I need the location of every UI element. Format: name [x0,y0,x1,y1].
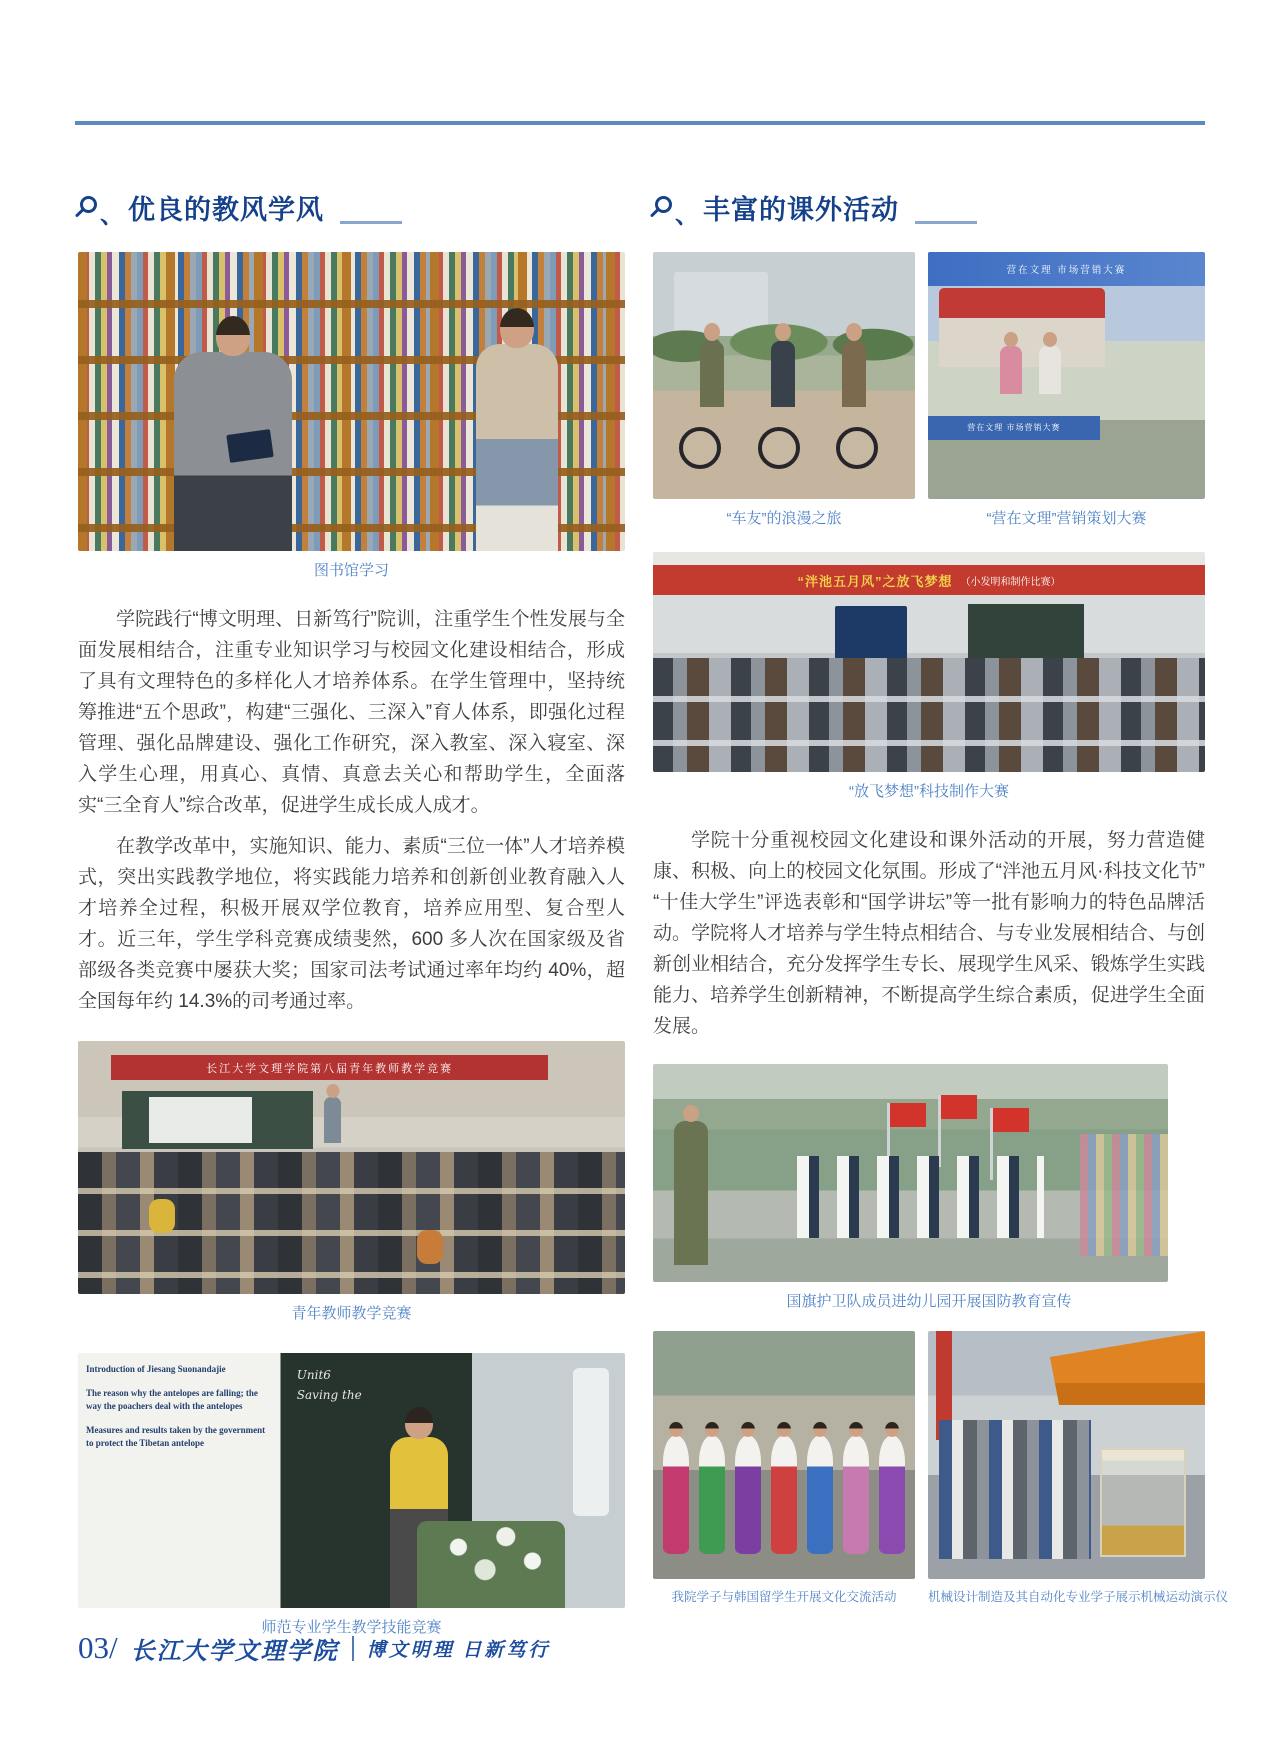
guard-formation-shapes [797,1156,1044,1239]
photo-marketing-contest [928,252,1205,499]
audience-figure [149,1199,175,1233]
photo-caption: 我院学子与韩国留学生开展文化交流活动 [671,1590,897,1604]
dancer-silhouette [735,1436,761,1554]
photo-caption: 师范专业学生教学技能竞赛 [261,1619,442,1636]
blue-banner-lower: 营在文理 市场营销大赛 [928,416,1100,440]
tent-shape [939,288,1105,367]
top-divider-line [75,121,1205,125]
chalkboard-shape [968,604,1084,659]
photo-teaching-skills [78,1353,625,1608]
chalk-writing [297,1365,362,1406]
student-silhouette [1039,346,1061,394]
figure-marketing-contest [928,252,1205,528]
page-footer [78,1630,550,1666]
figure-teaching-competition [78,1041,625,1323]
figure-bike-trip [653,252,915,528]
red-flag [941,1095,977,1119]
projector-screen-shape [835,606,907,659]
photo-korean-exchange [653,1331,915,1579]
photo-caption: “放飞梦想”科技制作大赛 [849,783,1009,800]
heading-tick: 、 [100,201,124,229]
figure-honor-guard [653,1064,1205,1311]
photo-caption: 图书馆学习 [313,562,389,579]
orange-canopy-shape [1050,1331,1205,1405]
photo-honor-guard [653,1064,1168,1282]
red-banner [653,565,1205,595]
photo-row-top [653,252,1205,528]
photo-row-bottom [653,1331,1229,1605]
photo-bike-trip [653,252,915,499]
banner-subtext: （小发明和制作比赛） [960,576,1061,588]
heading-tick: 、 [675,201,699,229]
section-heading-activities [653,186,1205,228]
photo-science-making-contest [653,552,1205,772]
students-computers-shapes [653,658,1205,772]
chalk-line: Saving the [296,1388,362,1403]
banner-text: “泮池五月风”之放飞梦想 [797,573,953,589]
photo-caption: “车友”的浪漫之旅 [726,510,842,527]
red-flag [993,1108,1029,1132]
board-line: The reason why the antelopes are falling; the way the poachers deal with the antelopes [86,1387,258,1411]
figure-science-fest [653,552,1205,801]
bicycle-wheel [758,427,800,469]
dancer-silhouette [699,1436,725,1554]
board-line: Measures and results taken by the government to protect the Tibetan antelope [86,1424,266,1448]
bicycle-wheel [836,427,878,469]
chalkboard-shape [122,1091,313,1149]
soldier-silhouette [674,1121,708,1265]
photo-caption: 国旗护卫队成员进幼儿园开展国防教育宣传 [786,1293,1072,1310]
body-paragraph-1: 学院践行“博文明理、日新笃行”院训，注重学生个性发展与全面发展相结合，注重专业知识学习与校园文化建设相结合，形成了具有文理特色的多样化人才培养体系。在学生管理中，坚持统筹推进“五个思政”，构建“三强化、三深入”育人体系，即强化过程管理、强化品牌建设、强化工作研究，深入教室、深入寝室、深入学生心理，用真心、真情、真意去关心和帮助学生，全面落实“三全育人”综合改革，促进学生成长成人成才。 [78,609,625,816]
blue-banner: 营在文理 市场营销大赛 [928,252,1205,286]
children-crowd-shapes [1080,1134,1168,1256]
body-paragraph-2: 在教学改革中，实施知识、能力、素质“三位一体”人才培养模式，突出实践教学地位，将实践能力培养和创新创业教育融入人才培养全过程，积极开展双学位教育，培养应用型、复合型人才。近三年，学生学科竞赛成绩斐然，600 多人次在国家级及省部级各类竞赛中屡获大奖；国家司法考试通过率年均约 40%，超全国每年约 14.3%的司考通过率。 [78,836,625,1012]
heading-underline [915,221,977,224]
magnifier-icon [80,196,97,213]
student-silhouette [1000,346,1022,394]
school-name-calligraphy: 长江大学文理学院 [130,1638,339,1665]
school-motto-calligraphy: 博文明理 日新笃行 [366,1639,551,1661]
red-flag [890,1103,926,1127]
cyclist-silhouette [700,341,724,407]
figure-library [78,252,625,580]
projected-text [86,1363,267,1461]
presenter-silhouette [324,1097,341,1143]
hanbok-dancers [663,1410,904,1554]
section-title: 丰富的课外活动 [703,194,899,225]
photo-caption: 机械设计制造及其自动化专业学子展示机械运动演示仪 [928,1590,1229,1604]
photo-library-study [78,252,625,551]
students-crowd-shapes [939,1420,1091,1559]
air-conditioner-shape [573,1368,609,1516]
content-columns [78,186,1229,1637]
magnifier-icon [655,196,672,213]
photo-teaching-competition [78,1041,625,1294]
body-paragraph-activities: 学院十分重视校园文化建设和课外活动的开展，努力营造健康、积极、向上的校园文化氛围。形成了“泮池五月风·科技文化节” “十佳大学生”评选表彰和“国学讲坛”等一批有影响力的特色品牌活动。学院将人才培养与学生特点相结合、与专业发展相结合、与创新创业相结合，充分发挥学生专长、展现学生风采、锻炼学生实践能力、培养学生创新精神，不断提高学生综合素质，促进学生全面发展。 [653,830,1205,1037]
figure-machine-demo [928,1331,1228,1605]
figure-korean-exchange [653,1331,915,1605]
person-silhouette [476,344,558,551]
bicycle-wheel [679,427,721,469]
dancer-silhouette [807,1436,833,1554]
cyclist-silhouette [842,341,866,407]
figure-normal-school-skills [78,1353,625,1637]
display-case-shape [1100,1448,1186,1557]
audience-figure [417,1230,443,1264]
left-column [78,186,625,1637]
dancer-silhouette [879,1436,905,1554]
right-column [653,186,1229,1637]
flowers-shape [417,1521,565,1608]
chalk-line: Unit6 [296,1368,331,1382]
footer-divider [352,1636,354,1661]
photo-caption: 青年教师教学竞赛 [291,1305,412,1322]
dancer-silhouette [843,1436,869,1554]
cyclist-silhouette [771,341,795,407]
board-line: Introduction of Jiesang Suonandajie [86,1364,226,1374]
dancer-silhouette [771,1436,797,1554]
dancer-silhouette [663,1436,689,1554]
section-heading-teaching-style [78,186,625,228]
heading-underline [340,221,402,224]
red-banner: 长江大学文理学院第八届青年教师教学竞赛 [111,1055,549,1080]
photo-caption: “营在文理”营销策划大赛 [986,510,1147,527]
photo-machine-demo [928,1331,1205,1579]
section-title: 优良的教风学风 [128,194,324,225]
page-number: 03/ [78,1630,118,1665]
